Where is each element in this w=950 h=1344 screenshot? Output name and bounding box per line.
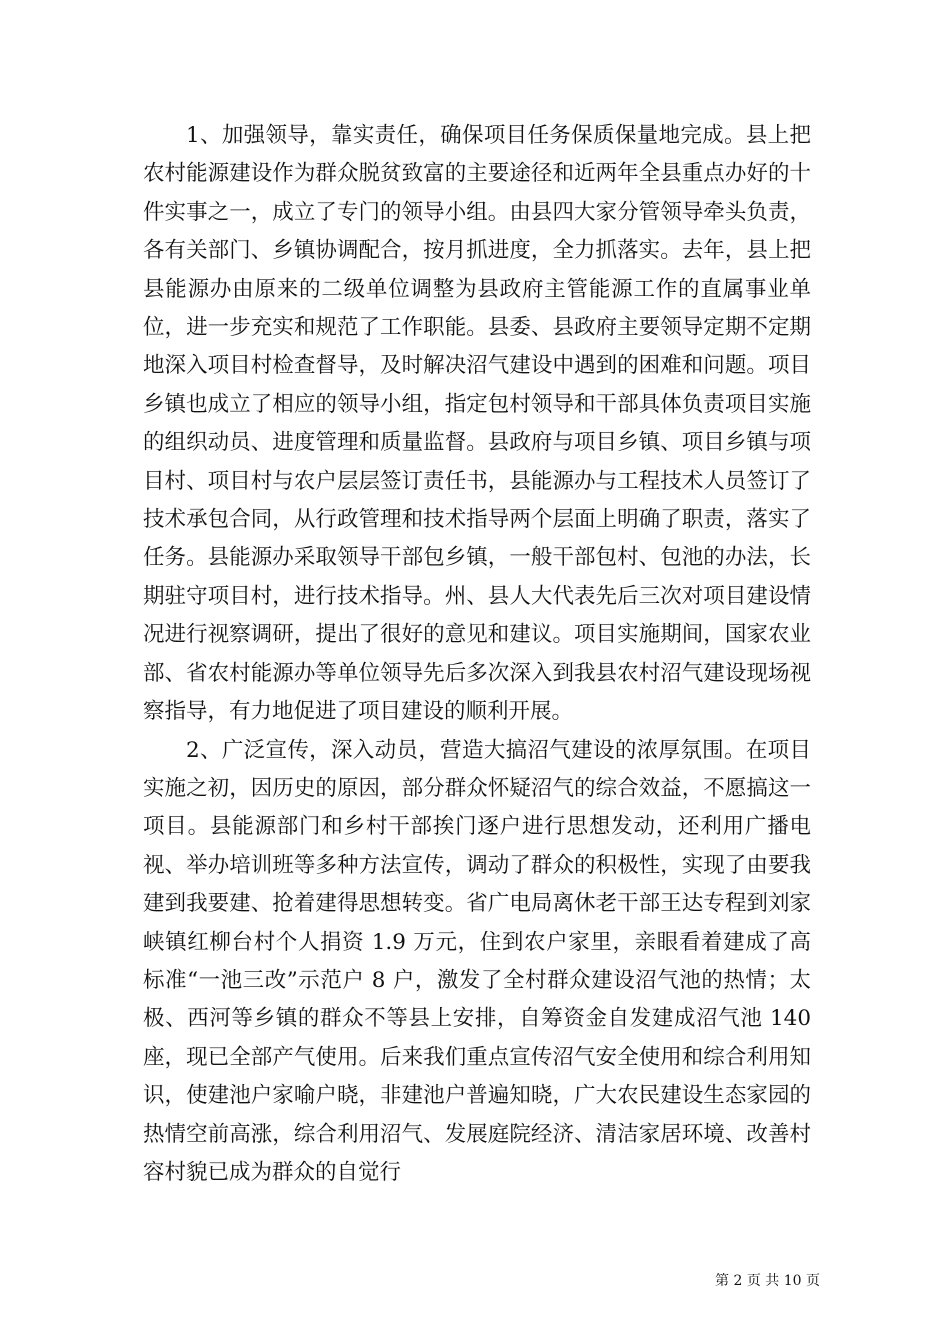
paragraph-2: 2、广泛宣传，深入动员，营造大搞沼气建设的浓厚氛围。在项目实施之初，因历史的原因，部分群众怀疑沼气的综合效益，不愿搞这一项目。县能源部门和乡村干部挨门逐户进行思想发动，还利用广播电视、举办培训班等多种方法宣传，调动了群众的积极性，实现了由要我建到我要建、抢着建得思想转变。省广电局离休老干部王达专程到刘家峡镇红柳台村个人捐资 1.9 万元，住到农户家里，亲眼看着建成了高标准“一池三改”示范户 8 户，激发了全村群众建设沼气池的热情；太极、西河等乡镇的群众不等县上安排，自筹资金自发建成沼气池 140 座，现已全部产气使用。后来我们重点宣传沼气安全使用和综合利用知识，使建池户家喻户晓，非建池户普遍知晓，广大农民建设生态家园的热情空前高涨，综合利用沼气、发展庭院经济、清洁家居环境、改善村容村貌已成为群众的自觉行 [143, 737, 811, 1185]
document-body [143, 117, 811, 1192]
page-number-footer: 第 2 页 共 10 页 [715, 1273, 820, 1289]
paragraph-1: 1、加强领导，靠实责任，确保项目任务保质保量地完成。县上把农村能源建设作为群众脱贫致富的主要途径和近两年全县重点办好的十件实事之一，成立了专门的领导小组。由县四大家分管领导牵头负责，各有关部门、乡镇协调配合，按月抓进度，全力抓落实。去年，县上把县能源办由原来的二级单位调整为县政府主管能源工作的直属事业单位，进一步充实和规范了工作职能。县委、县政府主要领导定期不定期地深入项目村检查督导，及时解决沼气建设中遇到的困难和问题。项目乡镇也成立了相应的领导小组，指定包村领导和干部具体负责项目实施的组织动员、进度管理和质量监督。县政府与项目乡镇、项目乡镇与项目村、项目村与农户层层签订责任书，县能源办与工程技术人员签订了技术承包合同，从行政管理和技术指导两个层面上明确了职责，落实了任务。县能源办采取领导干部包乡镇，一般干部包村、包池的办法，长期驻守项目村，进行技术指导。州、县人大代表先后三次对项目建设情况进行视察调研，提出了很好的意见和建议。项目实施期间，国家农业部、省农村能源办等单位领导先后多次深入到我县农村沼气建设现场视察指导，有力地促进了项目建设的顺利开展。 [143, 123, 811, 725]
